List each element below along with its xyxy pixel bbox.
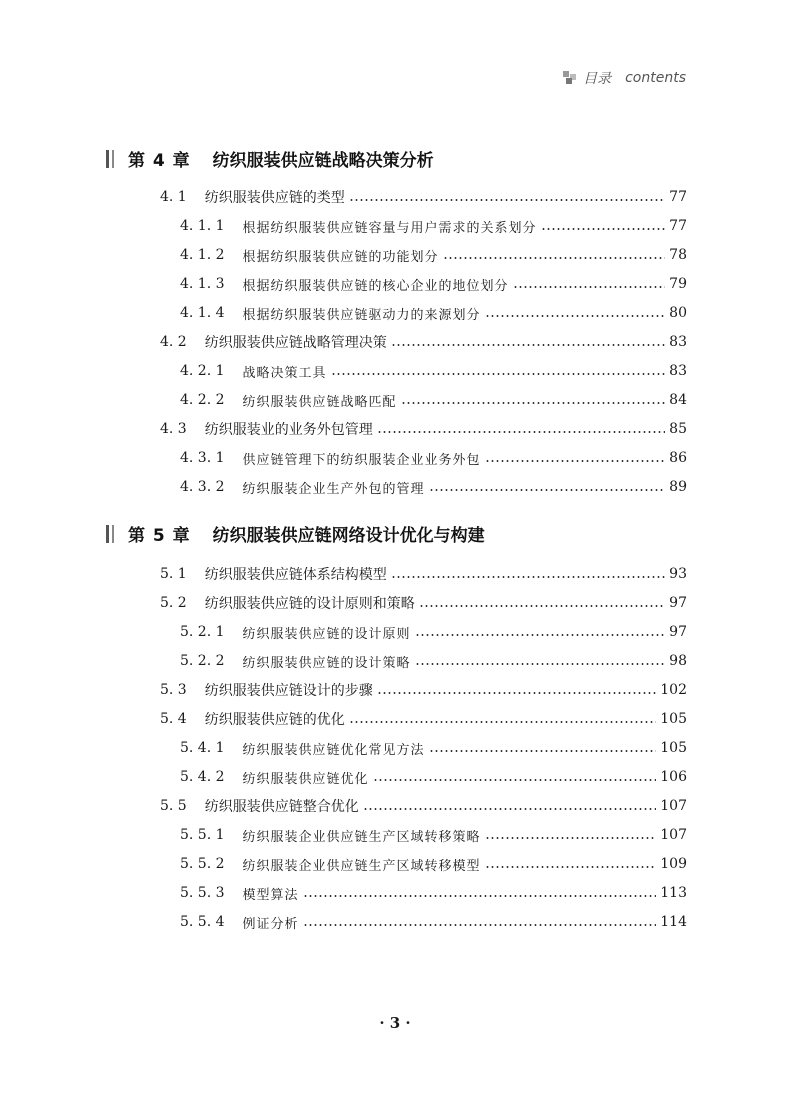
toc-entry-5-1[interactable]	[160, 563, 687, 585]
section-number: 4. 1. 1	[180, 218, 225, 234]
toc-entry-4-3-1[interactable]	[180, 447, 687, 469]
chapter-4-heading	[106, 146, 434, 171]
section-title: 纺织服装企业供应链生产区域转移策略	[242, 829, 481, 845]
section-title: 纺织服装供应链战略匹配	[242, 394, 397, 410]
section-number: 4. 2. 1	[180, 363, 225, 379]
toc-entry-4-1-2[interactable]	[180, 244, 687, 266]
section-number: 5. 5. 1	[180, 827, 225, 843]
section-title: 战略决策工具	[242, 365, 327, 381]
page-ref: 107	[660, 798, 687, 814]
toc-entry-5-4[interactable]	[160, 708, 687, 730]
section-number: 5. 5	[160, 798, 187, 814]
page-number: · 3 ·	[379, 1014, 411, 1032]
section-number: 5. 2. 2	[180, 653, 225, 669]
section-number: 5. 1	[160, 566, 187, 582]
page-ref: 77	[669, 218, 687, 234]
page-ref: 102	[660, 682, 687, 698]
toc-entry-5-4-2[interactable]	[180, 766, 687, 788]
dot-leader	[429, 750, 657, 752]
header-label-cn: 目录	[583, 71, 612, 87]
page-ref: 89	[669, 479, 687, 495]
section-number: 4. 1. 4	[180, 305, 225, 321]
toc-entry-4-1[interactable]	[160, 186, 687, 208]
toc-entry-4-2-1[interactable]	[180, 360, 687, 382]
toc-header	[563, 68, 686, 88]
toc-entry-5-5-4[interactable]	[180, 911, 687, 933]
dot-leader	[377, 692, 657, 694]
section-number: 4. 3. 2	[180, 479, 225, 495]
page-ref: 83	[669, 334, 687, 350]
dot-leader	[331, 373, 666, 375]
page-ref: 77	[669, 189, 687, 205]
section-number: 5. 2. 1	[180, 624, 225, 640]
section-number: 5. 5. 2	[180, 856, 225, 872]
page-ref: 105	[660, 711, 687, 727]
dot-leader	[429, 489, 666, 491]
toc-entry-5-2[interactable]	[160, 592, 687, 614]
page-ref: 98	[669, 653, 687, 669]
chapter-title: 纺织服装供应链网络设计优化与构建	[212, 526, 485, 546]
section-number: 4. 1	[160, 189, 187, 205]
toc-entry-4-3[interactable]	[160, 418, 687, 440]
section-title: 模型算法	[242, 887, 299, 903]
dot-leader	[391, 576, 665, 578]
chapter-5-heading	[106, 521, 485, 546]
header-label-en: contents	[625, 70, 686, 86]
section-title: 根据纺织服装供应链容量与用户需求的关系划分	[242, 220, 537, 236]
section-title: 纺织服装供应链战略管理决策	[204, 335, 387, 351]
toc-entry-5-2-1[interactable]	[180, 621, 687, 643]
toc-entry-4-2[interactable]	[160, 331, 687, 353]
section-number: 5. 4. 2	[180, 769, 225, 785]
section-title: 纺织服装供应链设计的步骤	[204, 683, 373, 699]
page-ref: 97	[669, 624, 687, 640]
dot-leader	[363, 808, 657, 810]
chapter-marker-icon	[106, 525, 114, 543]
dot-leader	[541, 228, 666, 230]
toc-entry-4-3-2[interactable]	[180, 476, 687, 498]
dot-leader	[513, 286, 666, 288]
section-number: 5. 4. 1	[180, 740, 225, 756]
toc-entry-5-4-1[interactable]	[180, 737, 687, 759]
chapter-marker-icon	[106, 150, 114, 168]
dot-leader	[373, 779, 657, 781]
section-number: 5. 5. 3	[180, 885, 225, 901]
dot-leader	[485, 866, 657, 868]
page-ref: 86	[669, 450, 687, 466]
section-title: 纺织服装供应链的设计原则	[242, 626, 411, 642]
toc-entry-5-2-2[interactable]	[180, 650, 687, 672]
page-ref: 114	[660, 914, 687, 930]
section-title: 纺织服装供应链体系结构模型	[204, 567, 387, 583]
toc-entry-5-5-3[interactable]	[180, 882, 687, 904]
section-title: 纺织服装供应链的类型	[204, 190, 345, 206]
dot-leader	[443, 257, 666, 259]
dot-leader	[415, 663, 666, 665]
page-ref: 106	[660, 769, 687, 785]
section-number: 5. 5. 4	[180, 914, 225, 930]
toc-entry-5-3[interactable]	[160, 679, 687, 701]
section-title: 纺织服装供应链的设计策略	[242, 655, 411, 671]
section-title: 纺织服装供应链的设计原则和策略	[204, 596, 415, 612]
dot-leader	[349, 721, 657, 723]
dot-leader	[391, 344, 665, 346]
dot-leader	[377, 431, 665, 433]
section-title: 纺织服装业的业务外包管理	[204, 422, 373, 438]
section-title: 例证分析	[242, 916, 299, 932]
page-ref: 105	[660, 740, 687, 756]
page-ref: 80	[669, 305, 687, 321]
toc-entry-4-1-3[interactable]	[180, 273, 687, 295]
dot-leader	[485, 837, 657, 839]
section-title: 纺织服装供应链优化常见方法	[242, 742, 425, 758]
dot-leader	[303, 924, 657, 926]
section-number: 4. 2. 2	[180, 392, 225, 408]
dot-leader	[401, 402, 666, 404]
page-ref: 97	[669, 595, 687, 611]
page-ref: 109	[660, 856, 687, 872]
section-number: 4. 2	[160, 334, 187, 350]
section-number: 5. 3	[160, 682, 187, 698]
chapter-number: 第 4 章	[128, 151, 191, 171]
section-title: 纺织服装供应链优化	[242, 771, 369, 787]
page-ref: 79	[669, 276, 687, 292]
page-ref: 107	[660, 827, 687, 843]
section-title: 纺织服装供应链的优化	[204, 712, 345, 728]
section-title: 纺织服装企业生产外包的管理	[242, 481, 425, 497]
page-ref: 83	[669, 363, 687, 379]
toc-entry-4-2-2[interactable]	[180, 389, 687, 411]
section-number: 5. 4	[160, 711, 187, 727]
section-title: 根据纺织服装供应链的核心企业的地位划分	[242, 278, 509, 294]
section-number: 5. 2	[160, 595, 187, 611]
section-title: 根据纺织服装供应链的功能划分	[242, 249, 439, 265]
section-title: 纺织服装企业供应链生产区域转移模型	[242, 858, 481, 874]
section-number: 4. 3	[160, 421, 187, 437]
section-number: 4. 1. 2	[180, 247, 225, 263]
dot-leader	[419, 605, 665, 607]
page-ref: 84	[669, 392, 687, 408]
section-number: 4. 3. 1	[180, 450, 225, 466]
dot-leader	[415, 634, 666, 636]
page-ref: 85	[669, 421, 687, 437]
section-title: 根据纺织服装供应链驱动力的来源划分	[242, 307, 481, 323]
section-number: 4. 1. 3	[180, 276, 225, 292]
toc-entry-5-5-1[interactable]	[180, 824, 687, 846]
chapter-number: 第 5 章	[128, 526, 191, 546]
dot-leader	[485, 460, 666, 462]
dot-leader	[349, 199, 665, 201]
toc-entry-5-5[interactable]	[160, 795, 687, 817]
toc-icon	[563, 71, 577, 85]
section-title: 纺织服装供应链整合优化	[204, 799, 359, 815]
toc-entry-4-1-4[interactable]	[180, 302, 687, 324]
page-ref: 78	[669, 247, 687, 263]
chapter-title: 纺织服装供应链战略决策分析	[212, 151, 434, 171]
toc-entry-5-5-2[interactable]	[180, 853, 687, 875]
dot-leader	[303, 895, 657, 897]
page-ref: 113	[660, 885, 687, 901]
section-title: 供应链管理下的纺织服装企业业务外包	[242, 452, 481, 468]
toc-entry-4-1-1[interactable]	[180, 215, 687, 237]
page-ref: 93	[669, 566, 687, 582]
dot-leader	[485, 315, 666, 317]
